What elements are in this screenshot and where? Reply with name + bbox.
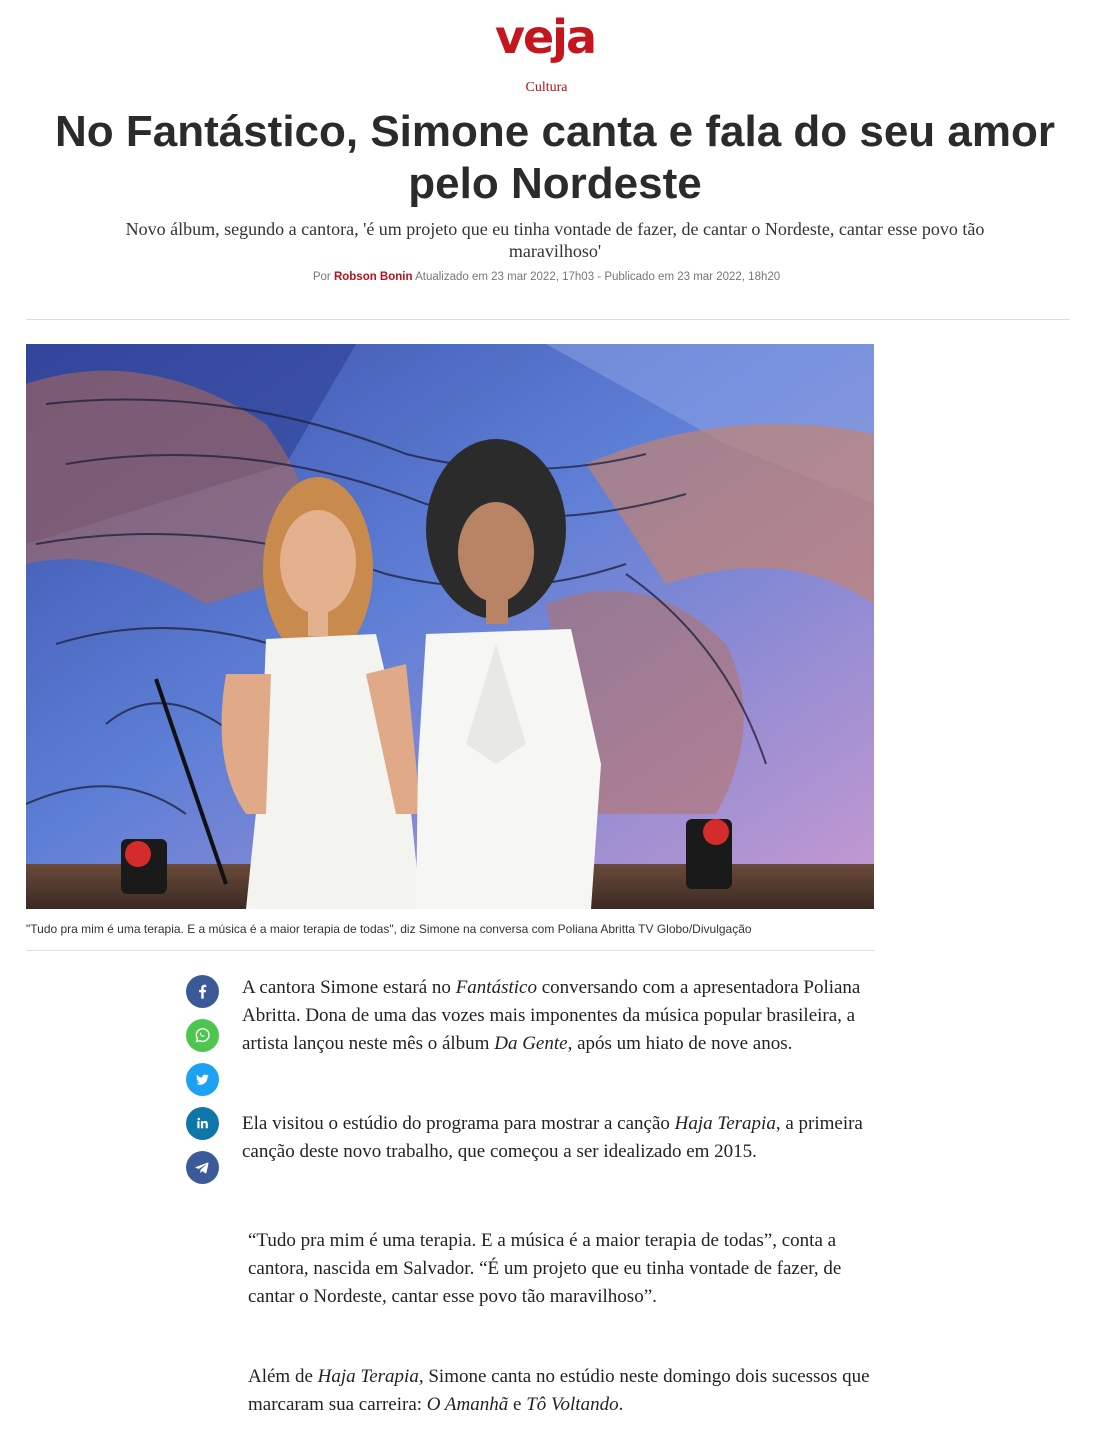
share-whatsapp-button[interactable] xyxy=(186,1019,219,1052)
byline-prefix: Por xyxy=(312,271,331,283)
article-title: No Fantástico, Simone canta e fala do seu amor pelo Nordeste xyxy=(54,107,1056,208)
date-separator: - xyxy=(597,271,602,283)
article-paragraph: A cantora Simone estará no Fantástico conversando com a apresentadora Poliana Abritta. Dona de uma das vozes mais imponentes da música popular brasileira, a artista lançou neste mês o álbum Da Gente, após um hiato de nove anos. xyxy=(242,977,861,1054)
category-link[interactable]: Cultura xyxy=(525,80,568,95)
caption-divider xyxy=(26,950,874,951)
whatsapp-icon xyxy=(193,1026,212,1045)
share-twitter-button[interactable] xyxy=(186,1063,219,1096)
article-subtitle: Novo álbum, segundo a cantora, 'é um projeto que eu tinha vontade de fazer, de cantar o Nordeste, cantar esse povo tão maravilhoso' xyxy=(125,219,985,261)
share-facebook-button[interactable] xyxy=(186,975,219,1008)
telegram-icon xyxy=(193,1158,212,1177)
published-date: Publicado em 23 mar 2022, 18h20 xyxy=(604,271,781,283)
veja-logo[interactable]: veja xyxy=(495,10,595,64)
twitter-icon xyxy=(193,1070,212,1089)
facebook-icon xyxy=(193,982,212,1001)
article-paragraph: Além de Haja Terapia, Simone canta no estúdio neste domingo dois sucessos que marcaram sua carreira: O Amanhã e Tô Voltando. xyxy=(248,1366,870,1415)
header-divider xyxy=(26,319,1070,320)
share-linkedin-button[interactable] xyxy=(186,1107,219,1140)
share-telegram-button[interactable] xyxy=(186,1151,219,1184)
article-photo xyxy=(26,344,874,909)
article-quote: “Tudo pra mim é uma terapia. E a música é a maior terapia de todas”, conta a cantora, nascida em Salvador. “É um projeto que eu tinha vontade de fazer, de cantar o Nordeste, cantar esse povo tão maravilhoso”. xyxy=(248,1230,842,1307)
linkedin-icon xyxy=(193,1114,212,1133)
byline xyxy=(0,271,1093,283)
article-paragraph: Ela visitou o estúdio do programa para mostrar a canção Haja Terapia, a primeira canção deste novo trabalho, que começou a ser idealizado em 2015. xyxy=(242,1113,863,1162)
updated-date: Atualizado em 23 mar 2022, 17h03 xyxy=(415,271,595,283)
photo-caption: "Tudo pra mim é uma terapia. E a música é a maior terapia de todas", diz Simone na conversa com Poliana Abritta TV Globo/Divulgação xyxy=(26,922,752,936)
author-link[interactable]: Robson Bonin xyxy=(333,271,413,283)
